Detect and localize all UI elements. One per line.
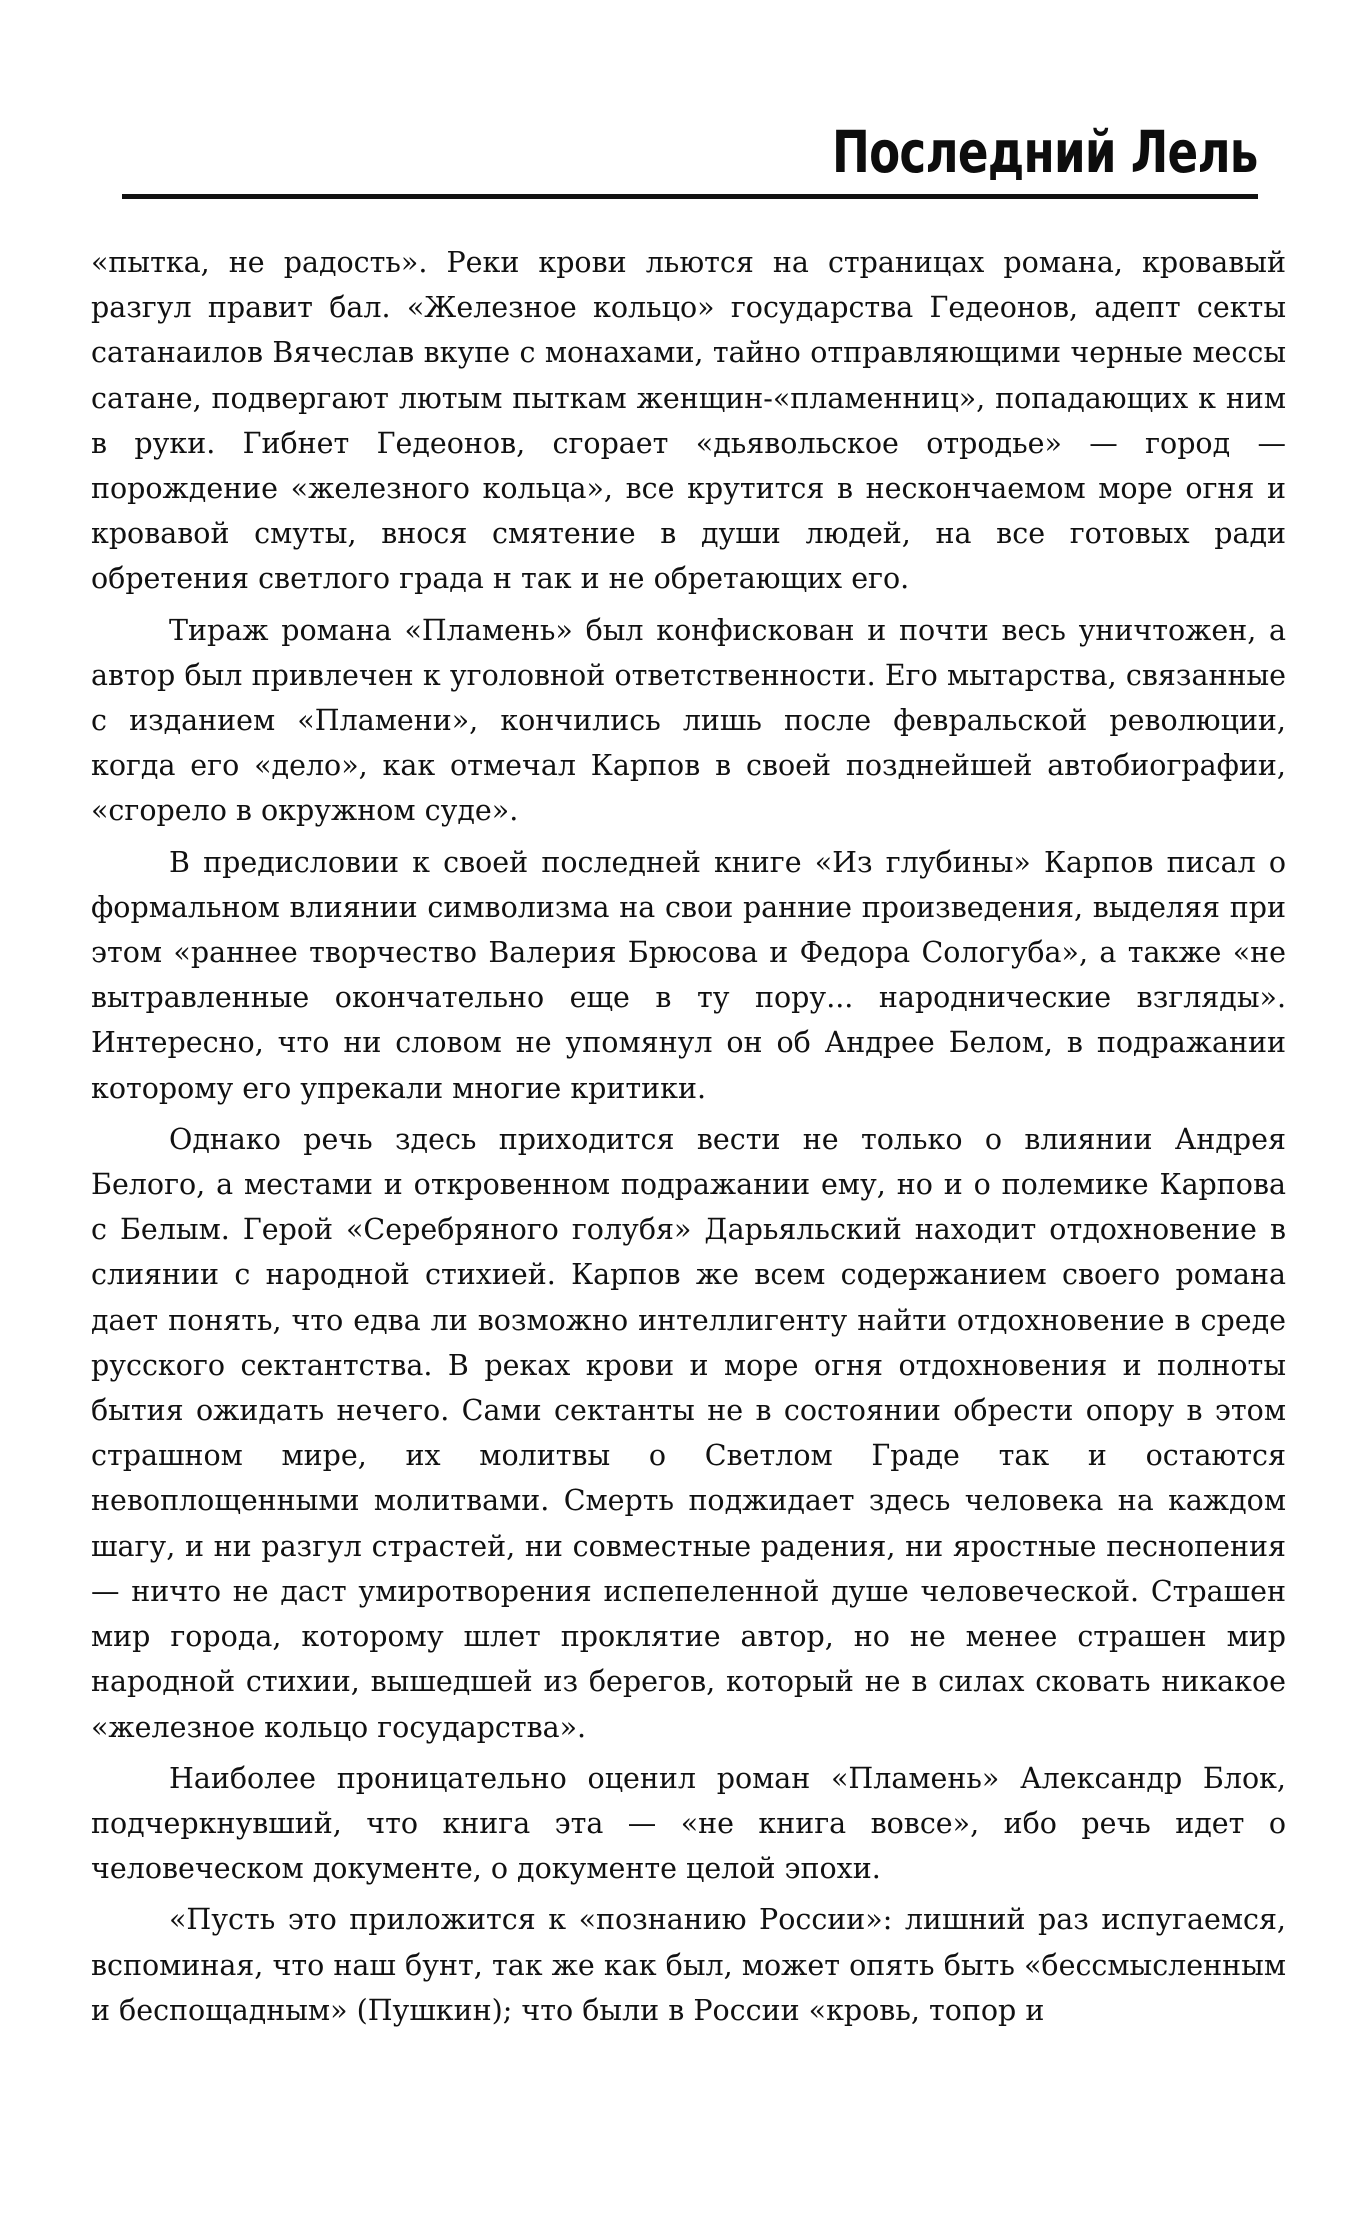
- paragraph: В предисловии к своей последней книге «Из глубины» Карпов писал о формальном влиянии символизма на свои ранние произведения, выделяя при этом «раннее творчество Валерия Брюсова и Федора Сологуба», а также «не вытравленные окончательно еще в ту пору... народнические взгляды». Интересно, что ни словом не упомянул он об Андрее Белом, в подражании которому его упрекали многие критики.: [91, 845, 1286, 1105]
- paragraph: «Пусть это приложится к «познанию России»: лишний раз испугаемся, вспоминая, что наш бунт, так же как был, может опять быть «бессмысленным и беспощадным» (Пушкин); что были в России «кровь, топор и: [91, 1903, 1286, 2027]
- paragraph: Тираж романа «Пламень» был конфискован и почти весь уничтожен, а автор был привлечен к уголовной ответственности. Его мытарства, связанные с изданием «Пламени», кончились лишь после февральской революции, когда его «дело», как отмечал Карпов в своей позднейшей автобиографии, «сгорело в окружном суде».: [91, 613, 1286, 828]
- paragraph: Наиболее проницательно оценил роман «Пламень» Александр Блок, подчеркнувший, что книга эта — «не книга вовсе», ибо речь идет о человеческом документе, о документе целой эпохи.: [91, 1761, 1286, 1886]
- page-header: [122, 108, 1258, 200]
- header-rule: [122, 194, 1258, 199]
- paragraph: «пытка, не радость». Реки крови льются на страницах романа, кровавый разгул правит бал. «Железное кольцо» государства Гедеонов, адепт секты сатанаилов Вячеслав вкупе с монахами, тайно отправляющими черные мессы сатане, подвергают лютым пыткам женщин-«пламенниц», попадающих к ним в руки. Гибнет Гедеонов, сгорает «дьявольское отродье» — город — порождение «железного кольца», все крутится в нескончаемом море огня и кровавой смуты, внося смятение в души людей, на все готовых ради обретения светлого града н так и не обретающих его.: [91, 246, 1286, 596]
- body-text: [91, 240, 1286, 2039]
- running-title: Последний Лель: [832, 118, 1258, 186]
- paragraph: Однако речь здесь приходится вести не только о влиянии Андрея Белого, а местами и откровенном подражании ему, но и о полемике Карпова с Белым. Герой «Серебряного голубя» Дарьяльский находит отдохновение в слиянии с народной стихией. Карпов же всем содержанием своего романа дает понять, что едва ли возможно интеллигенту найти отдохновение в среде русского сектантства. В реках крови и море огня отдохновения и полноты бытия ожидать нечего. Сами сектанты не в состоянии обрести опору в этом страшном мире, их молитвы о Светлом Граде так и остаются невоплощенными молитвами. Смерть поджидает здесь человека на каждом шагу, и ни разгул страстей, ни совместные радения, ни яростные песнопения — ничто не даст умиротворения испепеленной душе человеческой. Страшен мир города, которому шлет проклятие автор, но не менее страшен мир народной стихии, вышедшей из берегов, который не в силах сковать никакое «железное кольцо государства».: [91, 1122, 1286, 1744]
